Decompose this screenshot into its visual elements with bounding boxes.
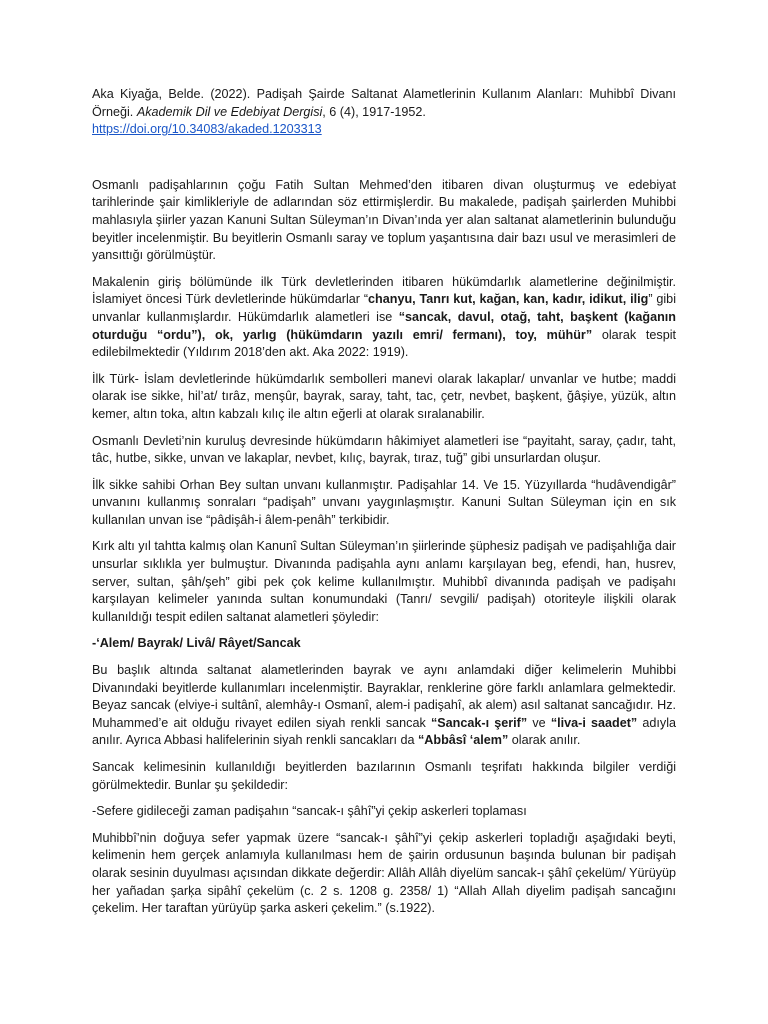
citation-volume: , 6 (4), 1917-1952. bbox=[322, 104, 426, 119]
paragraph-ottoman-founding: Osmanlı Devleti’nin kuruluş devresinde hükümdarın hâkimiyet alametleri ise “payitaht, saray, çadır, taht, tâc, hutbe, sikke, unvan ve lakaplar, nevbet, kılıç, bayrak, tıraz, tuğ” gibi unsurlardan oluşur. bbox=[92, 433, 676, 466]
citation bbox=[92, 86, 676, 139]
paragraph-turk-islam: İlk Türk- İslam devletlerinde hükümdarlık sembolleri manevi olarak lakaplar/ unvanlar ve hutbe; maddi olarak ise sikke, hil’at/ tırâz, menşûr, bayrak, saray, taht, tac, çetr, nevbet, başkent, ğâşiye, yüzük, altın kemer, altın toka, altın kabzalı kılıç ile altın eğerli at olarak sıralanabilir. bbox=[92, 371, 676, 421]
paragraph-flags: Bu başlık altında saltanat alametlerinden bayrak ve aynı anlamdaki diğer kelimelerin Muhibbi Divanındaki beyitlerde kullanımları incelenmiştir. Bayraklar, renklerine göre farklı anlamlara gelmektedir. Beyaz sancak (elviye-i sultânî, alemhây-ı Osmanî, alem-i padişahî, ak alem) asıl saltanat sancağıdır. Hz. Muhammed’e ait olduğu rivayet edilen siyah renkli sancak “Sancak-ı şerif” ve “liva-i saadet” adıyla anılır. Ayrıca Abbasi halifelerinin siyah renkli sancakları da “Abbâsî ‘alem” olarak anılır. bbox=[92, 663, 677, 748]
doi-link[interactable]: https://doi.org/10.34083/akaded.1203313 bbox=[92, 122, 322, 137]
paragraph-sefer: -Sefere gidileceği zaman padişahın “sancak-ı şâhî”yi çekip askerleri toplaması bbox=[92, 804, 527, 819]
bold-liva-saadet: “liva-i saadet” bbox=[550, 715, 638, 730]
document-page bbox=[92, 86, 676, 927]
bold-titles: chanyu, Tanrı kut, kağan, kan, kadır, idikut, ilig bbox=[368, 292, 649, 307]
paragraph-kanuni: Kırk altı yıl tahtta kalmış olan Kanunî Sultan Süleyman’ın şiirlerinde şüphesiz padişah ve padişahlığa dair unsurlar sıklıkla yer bulmuştur. Divanında padişahla aynı anlamı karşılayan beg, efendi, han, husrev, server, sultan, şâh/şeh” gibi pek çok kelime kullanılmıştır. Muhibbî divanında padişah ve padişahı karşılayan kelimeler yanında sultan konumundaki (Tanrı/ sevgili/ padişah) otoriteyle ilişkili olarak kullanıldığı tespit edilen saltanat alametleri şöyledir: bbox=[92, 539, 676, 624]
bold-symbols: “sancak, davul, otağ, taht, başkent (kağanın oturduğu “ordu”), ok, yarlıg (hükümdarın yazılı emri/ fermanı), toy, mühür” bbox=[92, 309, 676, 342]
bold-sancak-serif: “Sancak-ı şerif” bbox=[430, 715, 528, 730]
paragraph-titles: Makalenin giriş bölümünde ilk Türk devletlerinden itibaren hükümdarlık alametlerine değinilmiştir. İslamiyet öncesi Türk devletlerinde hükümdarlar “chanyu, Tanrı kut, kağan, kan, kadır, idikut, ilig” gibi unvanlar kullanmışlardır. Hükümdarlık alametleri ise “sancak, davul, otağ, taht, başkent (kağanın oturduğu “ordu”), ok, yarlıg (hükümdarın yazılı emri/ fermanı), toy, mühür” olarak tespit edilebilmektedir (Yıldırım 2018’den akt. Aka 2022: 1919). bbox=[92, 274, 676, 360]
section-heading: -‘Alem/ Bayrak/ Livâ/ Râyet/Sancak bbox=[92, 636, 301, 651]
journal-name: Akademik Dil ve Edebiyat Dergisi bbox=[136, 104, 323, 119]
citation-text: Aka Kiyağa, Belde. (2022). Padişah Şairde Saltanat Alametlerinin Kullanım Alanları: Muhibbî Divanı Örneği. bbox=[92, 87, 676, 119]
paragraph-muhibbi-couplet: Muhibbî’nin doğuya sefer yapmak üzere “sancak-ı şâhî”yi çekip askerleri topladığı aşağıdaki beyti, kelimenin hem gerçek anlamıyla kullanılması hem de şairin ordusunun başında bulunan bir padişah olarak sesinin duyulması açısından dikkate değerdir: Allâh Allâh diyelüm sancak-ı şâhî çekelüm/ Yürüyüp her yañadan şarķa sipâhî çekelüm (c. 2 s. 1208 g. 2358/ 1) “Allah Allah diyelim padişah sancağını çekelim. Her taraftan yürüyüp şarka askeri çekelim.” (s.1922). bbox=[92, 830, 676, 916]
bold-abbasi-alem: “Abbâsî ‘alem” bbox=[417, 733, 509, 748]
paragraph-sultan-title: İlk sikke sahibi Orhan Bey sultan unvanı kullanmıştır. Padişahlar 14. Ve 15. Yüzyıllarda “hudâvendigâr” unvanını kullanmış sonraları “padişah” unvanı yaygınlaşmıştır. Kanuni Sultan Süleyman için en sık kullanılan unvan ise “pâdişâh-i âlem-penâh” terkibidir. bbox=[92, 477, 676, 527]
paragraph-intro: Osmanlı padişahlarının çoğu Fatih Sultan Mehmed’den itibaren divan oluşturmuş ve edebiyat tarihlerinde şair kimlikleriyle de adlarından söz ettirmişlerdir. Bu makalede, padişah şairlerden Muhibbi mahlasıyla şiirler yazan Kanuni Sultan Süleyman’ın Divan’ında yer alan saltanat alametlerinin bulunduğu beyitler incelenmiştir. Bu beyitlerin Osmanlı saray ve toplum yaşantısına dair bazı usul ve merasimleri de yansıttığı görülmüştür. bbox=[92, 177, 676, 263]
paragraph-sancak-usage: Sancak kelimesinin kullanıldığı beyitlerden bazılarının Osmanlı teşrifatı hakkında bilgiler verdiği görülmektedir. Bunlar şu şekildedir: bbox=[92, 760, 676, 792]
